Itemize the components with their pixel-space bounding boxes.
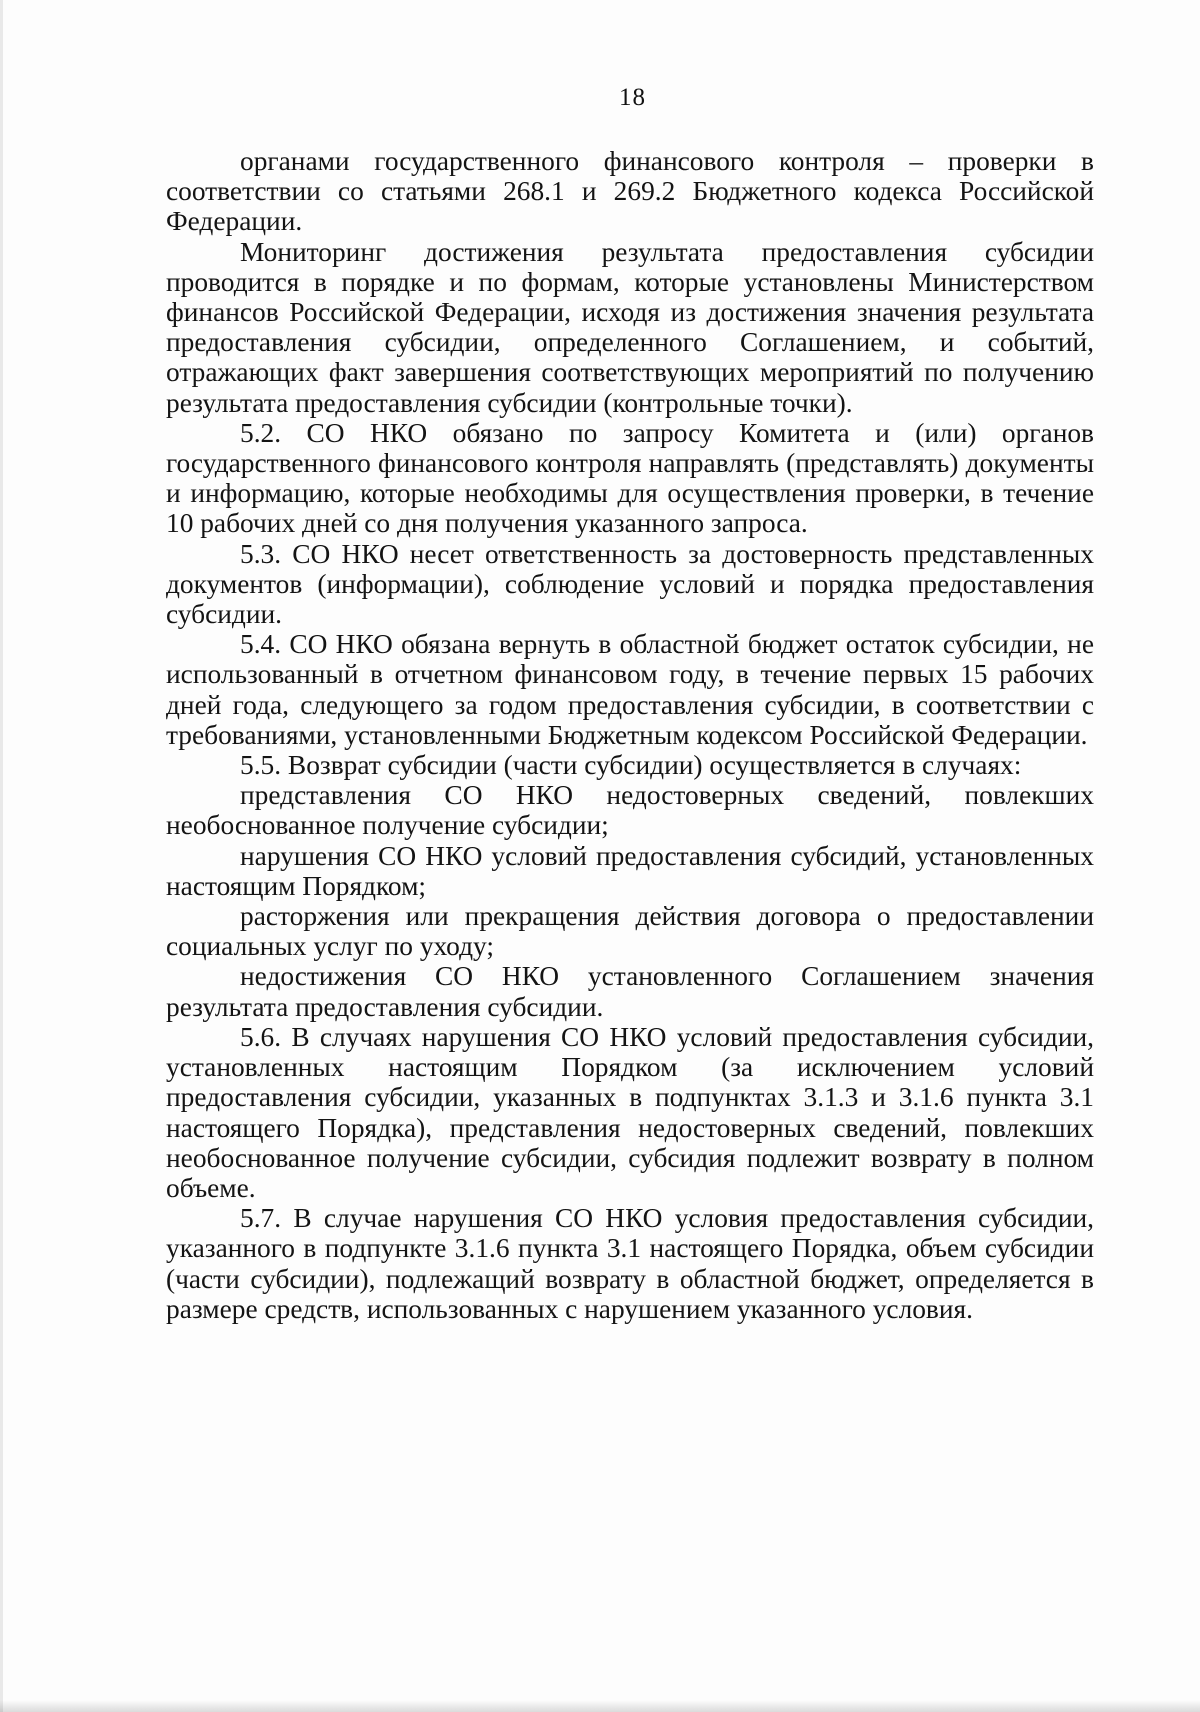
list-item-contract-termination: расторжения или прекращения действия договора о предоставлении социальных услуг по уходу; [166,901,1094,962]
scan-edge-left [0,0,3,1712]
list-item-conditions-violation: нарушения СО НКО условий предоставления субсидий, установленных настоящим Порядком; [166,840,1094,901]
paragraph-audit-continuation: органами государственного финансового контроля – проверки в соответствии со статьями 268.1 и 269.2 Бюджетного кодекса Российской Федерации. [166,146,1094,237]
list-item-result-not-achieved: недостижения СО НКО установленного Соглашением значения результата предоставления субсидии. [166,961,1094,1022]
document-body [166,146,1094,1324]
paragraph-5-4: 5.4. СО НКО обязана вернуть в областной бюджет остаток субсидии, не использованный в отчетном финансовом году, в течение первых 15 рабочих дней года, следующего за годом предоставления субсидии, в соответствии с требованиями, установленными Бюджетным кодексом Российской Федерации. [166,629,1094,750]
paragraph-5-3: 5.3. СО НКО несет ответственность за достоверность представленных документов (информации), соблюдение условий и порядка предоставления субсидии. [166,538,1094,630]
paragraph-monitoring: Мониторинг достижения результата предоставления субсидии проводится в порядке и по формам, которые установлены Министерством финансов Российской Федерации, исходя из достижения значения результата предоставления субсидии, определенного Соглашением, и событий, отражающих факт завершения соответствующих мероприятий по получению результата предоставления субсидии (контрольные точки). [166,236,1094,418]
paragraph-5-7: 5.7. В случае нарушения СО НКО условия предоставления субсидии, указанного в подпункте 3.1.6 пункта 3.1 настоящего Порядка, объем субсидии (части субсидии), подлежащий возврату в областной бюджет, определяется в размере средств, использованных с нарушением указанного условия. [166,1203,1094,1324]
paragraph-5-6: 5.6. В случаях нарушения СО НКО условий предоставления субсидии, установленных настоящим Порядком (за исключением условий предоставления субсидии, указанных в подпунктах 3.1.3 и 3.1.6 пункта 3.1 настоящего Порядка), представления недостоверных сведений, повлекших необоснованное получение субсидии, субсидия подлежит возврату в полном объеме. [166,1021,1094,1203]
paragraph-5-5: 5.5. Возврат субсидии (части субсидии) осуществляется в случаях: [240,750,1022,781]
page-number: 18 [619,84,646,111]
list-item-false-information: представления СО НКО недостоверных сведений, повлекших необоснованное получение субсидии; [166,780,1094,841]
paragraph-5-2: 5.2. СО НКО обязано по запросу Комитета и (или) органов государственного финансового контроля направлять (представлять) документы и информацию, которые необходимы для осуществления проверки, в течение 10 рабочих дней со дня получения указанного запроса. [166,417,1094,539]
scan-edge-bottom [0,1700,1200,1712]
